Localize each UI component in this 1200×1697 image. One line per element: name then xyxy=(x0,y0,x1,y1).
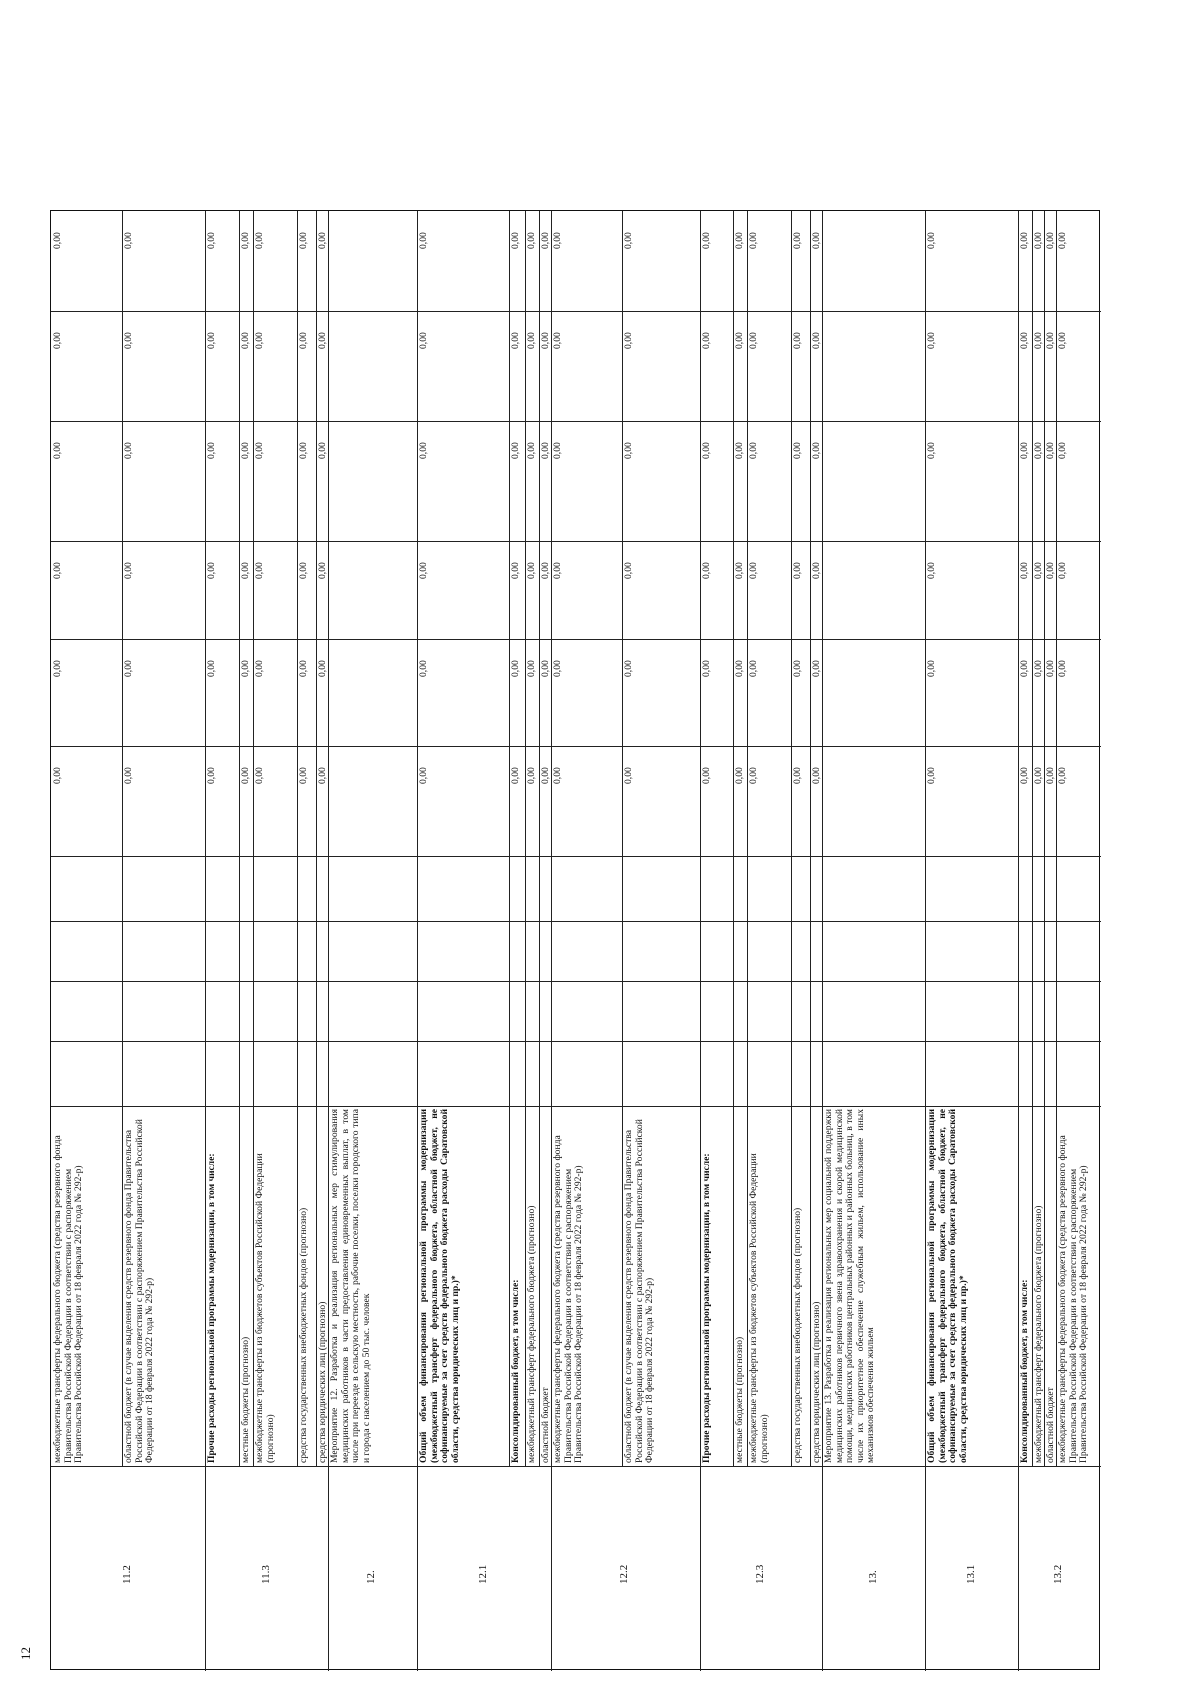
value-cell: 0,00 xyxy=(52,442,63,459)
value-cell: 0,00 xyxy=(239,660,251,677)
grid-line xyxy=(328,1466,329,1671)
value-cell: 0,00 xyxy=(791,562,803,579)
value-cell: 0,00 xyxy=(123,660,135,677)
value-cell: 0,00 xyxy=(733,767,745,784)
value-cell: 0,00 xyxy=(253,660,265,677)
value-cell: 0,00 xyxy=(123,767,135,784)
value-cell: 0,00 xyxy=(700,562,712,579)
value-cell: 0,00 xyxy=(316,442,328,459)
row-description: межбюджетные трансферты федерального бюджета (средства резервного фонда Правительства Российской Федерации в соответствии с распоряжением Правительства Российской Федерации от 18 февраля 2022 года № 292-р) xyxy=(1056,1135,1089,1463)
row-number: 11.2 xyxy=(121,1565,134,1584)
value-cell: 0,00 xyxy=(1044,332,1056,349)
value-cell: 0,00 xyxy=(1056,767,1068,784)
value-cell: 0,00 xyxy=(791,232,803,249)
grid-line xyxy=(822,1466,823,1671)
grid-line xyxy=(51,639,1101,640)
value-cell: 0,00 xyxy=(733,562,745,579)
row-description: межбюджетный трансферт федерального бюджета (прогнозно) xyxy=(525,1205,537,1463)
grid-line xyxy=(51,746,1101,747)
value-cell: 0,00 xyxy=(206,232,218,249)
value-cell: 0,00 xyxy=(1018,767,1030,784)
value-cell: 0,00 xyxy=(1044,660,1056,677)
value-cell: 0,00 xyxy=(791,332,803,349)
row-number: 13.2 xyxy=(1052,1564,1065,1584)
value-cell: 0,00 xyxy=(926,332,938,349)
value-cell: 0,00 xyxy=(417,332,429,349)
value-cell: 0,00 xyxy=(700,660,712,677)
value-cell: 0,00 xyxy=(525,332,537,349)
value-cell: 0,00 xyxy=(540,232,552,249)
value-cell: 0,00 xyxy=(510,332,522,349)
value-cell: 0,00 xyxy=(540,332,552,349)
row-description: средства юридических лиц (прогнозно) xyxy=(810,1301,822,1463)
grid-line xyxy=(1018,1466,1019,1671)
row-description: Прочие расходы региональной программы модернизации, в том числе: xyxy=(206,1153,218,1463)
value-cell: 0,00 xyxy=(297,442,309,459)
value-cell: 0,00 xyxy=(810,232,822,249)
value-cell: 0,00 xyxy=(1033,442,1045,459)
value-cell: 0,00 xyxy=(417,442,429,459)
value-cell: 0,00 xyxy=(316,660,328,677)
value-cell: 0,00 xyxy=(700,332,712,349)
row-description: местные бюджеты (прогнозно) xyxy=(239,1336,251,1463)
value-cell: 0,00 xyxy=(253,767,265,784)
row-description: межбюджетные трансферты федерального бюджета (средства резервного фонда Правительства Российской Федерации в соответствии с распоряжением Правительства Российской Федерации от 18 февраля 2022 года № 292-р) xyxy=(52,1135,84,1463)
value-cell: 0,00 xyxy=(525,562,537,579)
row-number: 13.1 xyxy=(964,1564,977,1584)
value-cell: 0,00 xyxy=(552,660,564,677)
value-cell: 0,00 xyxy=(52,660,63,677)
value-cell: 0,00 xyxy=(297,767,309,784)
value-cell: 0,00 xyxy=(239,442,251,459)
grid-line xyxy=(810,211,811,1466)
value-cell: 0,00 xyxy=(525,232,537,249)
value-cell: 0,00 xyxy=(1044,442,1056,459)
grid-line xyxy=(51,311,1101,312)
value-cell: 0,00 xyxy=(206,332,218,349)
grid-line xyxy=(51,1106,1101,1107)
row-number: 12. xyxy=(365,1570,378,1584)
grid-line xyxy=(51,856,1101,857)
value-cell: 0,00 xyxy=(733,332,745,349)
value-cell: 0,00 xyxy=(552,767,564,784)
value-cell: 0,00 xyxy=(52,232,63,249)
row-description: межбюджетные трансферты федерального бюджета (средства резервного фонда Правительства Российской Федерации в соответствии с распоряжением Правительства Российской Федерации от 18 февраля 2022 года № 292-р) xyxy=(552,1135,585,1463)
grid-line xyxy=(51,921,1101,922)
value-cell: 0,00 xyxy=(1056,562,1068,579)
value-cell: 0,00 xyxy=(52,562,63,579)
row-description: межбюджетный трансферт федерального бюджета (прогнозно) xyxy=(1033,1205,1045,1463)
row-number: 11.3 xyxy=(259,1565,272,1584)
row-description: Общий объем финансирования региональной программы модернизации (межбюджетный трансферт федерального бюджета, областной бюджет, не софинансируемые за счет средств федерального бюджета расходы Саратовской области, средства юридических лиц и пр.)* xyxy=(417,1109,461,1463)
value-cell: 0,00 xyxy=(510,442,522,459)
value-cell: 0,00 xyxy=(700,232,712,249)
grid-line xyxy=(925,1466,926,1671)
value-cell: 0,00 xyxy=(316,232,328,249)
row-description: Консолидированный бюджет, в том числе: xyxy=(1018,1279,1030,1463)
value-cell: 0,00 xyxy=(1018,562,1030,579)
grid-line xyxy=(733,211,734,1466)
value-cell: 0,00 xyxy=(1056,332,1068,349)
value-cell: 0,00 xyxy=(123,232,135,249)
value-cell: 0,00 xyxy=(525,442,537,459)
value-cell: 0,00 xyxy=(206,660,218,677)
value-cell: 0,00 xyxy=(1018,332,1030,349)
row-number: 13. xyxy=(866,1570,879,1584)
row-description: Прочие расходы региональной программы модернизации, в том числе: xyxy=(700,1153,712,1463)
row-description: межбюджетные трансферты из бюджетов субъектов Российской Федерации (прогнозно) xyxy=(253,1153,276,1463)
value-cell: 0,00 xyxy=(791,660,803,677)
grid-line xyxy=(51,1041,1101,1042)
value-cell: 0,00 xyxy=(748,332,760,349)
value-cell: 0,00 xyxy=(316,767,328,784)
value-cell: 0,00 xyxy=(253,562,265,579)
value-cell: 0,00 xyxy=(417,660,429,677)
grid-line xyxy=(205,1466,206,1671)
value-cell: 0,00 xyxy=(810,562,822,579)
value-cell: 0,00 xyxy=(510,660,522,677)
value-cell: 0,00 xyxy=(1033,562,1045,579)
value-cell: 0,00 xyxy=(791,442,803,459)
financing-table xyxy=(50,210,1100,1670)
value-cell: 0,00 xyxy=(297,660,309,677)
row-description: Мероприятие 13. Разработка и реализация региональных мер социальной поддержки медицинских работников первичного звена здравоохранения и скорой медицинской помощи, медицинских работников центральных районных и районных больниц, в том числе их приоритетное обеспечение служебным жильем, использование иных механизмов обеспечения жильем xyxy=(822,1109,876,1463)
row-description: областной бюджет (в случае выделения средств резервного фонда Правительства Российской Федерации в соответствии с распоряжением Правительства Российской Федерации от 18 февраля 2022 года № 292-р) xyxy=(123,1119,156,1463)
value-cell: 0,00 xyxy=(1056,660,1068,677)
value-cell: 0,00 xyxy=(253,232,265,249)
value-cell: 0,00 xyxy=(552,562,564,579)
row-description: местные бюджеты (прогнозно) xyxy=(733,1336,745,1463)
value-cell: 0,00 xyxy=(748,562,760,579)
row-description: Мероприятие 12. Разработка и реализация региональных мер стимулирования медицинских работников в части предоставления единовременных выплат, в том числе при переезде в сельскую местность, рабочие поселки, поселки городского типа и города с населением до 50 тыс. человек xyxy=(328,1109,372,1463)
value-cell: 0,00 xyxy=(297,232,309,249)
value-cell: 0,00 xyxy=(733,232,745,249)
value-cell: 0,00 xyxy=(623,562,635,579)
value-cell: 0,00 xyxy=(540,660,552,677)
row-description: Общий объем финансирования региональной программы модернизации (межбюджетный трансферт федерального бюджета, областной бюджет, не софинансируемые за счет средств федерального бюджета расходы Саратовской области, средства юридических лиц и пр.)* xyxy=(926,1109,969,1463)
row-number: 12.2 xyxy=(618,1564,631,1584)
value-cell: 0,00 xyxy=(52,332,63,349)
value-cell: 0,00 xyxy=(926,562,938,579)
value-cell: 0,00 xyxy=(525,660,537,677)
row-description: средства юридических лиц (прогнозно) xyxy=(316,1301,328,1463)
grid-line xyxy=(551,1466,552,1671)
value-cell: 0,00 xyxy=(623,660,635,677)
row-description: Консолидированный бюджет, в том числе: xyxy=(510,1279,522,1463)
value-cell: 0,00 xyxy=(417,767,429,784)
grid-line xyxy=(51,981,1101,982)
value-cell: 0,00 xyxy=(123,562,135,579)
value-cell: 0,00 xyxy=(1056,232,1068,249)
value-cell: 0,00 xyxy=(1056,442,1068,459)
row-description: областной бюджет xyxy=(1044,1387,1056,1463)
value-cell: 0,00 xyxy=(748,232,760,249)
value-cell: 0,00 xyxy=(253,442,265,459)
grid-line xyxy=(51,1466,1101,1467)
value-cell: 0,00 xyxy=(623,442,635,459)
value-cell: 0,00 xyxy=(1018,442,1030,459)
value-cell: 0,00 xyxy=(206,442,218,459)
value-cell: 0,00 xyxy=(733,660,745,677)
value-cell: 0,00 xyxy=(700,767,712,784)
value-cell: 0,00 xyxy=(525,767,537,784)
value-cell: 0,00 xyxy=(316,562,328,579)
value-cell: 0,00 xyxy=(810,442,822,459)
value-cell: 0,00 xyxy=(623,767,635,784)
value-cell: 0,00 xyxy=(926,232,938,249)
value-cell: 0,00 xyxy=(748,442,760,459)
value-cell: 0,00 xyxy=(316,332,328,349)
value-cell: 0,00 xyxy=(253,332,265,349)
row-description: средства государственных внебюджетных фондов (прогнозно) xyxy=(791,1207,803,1463)
value-cell: 0,00 xyxy=(297,562,309,579)
value-cell: 0,00 xyxy=(123,442,135,459)
value-cell: 0,00 xyxy=(540,562,552,579)
row-description: межбюджетные трансферты из бюджетов субъектов Российской Федерации (прогнозно) xyxy=(748,1153,770,1463)
value-cell: 0,00 xyxy=(239,332,251,349)
value-cell: 0,00 xyxy=(791,767,803,784)
value-cell: 0,00 xyxy=(748,660,760,677)
row-description: средства государственных внебюджетных фондов (прогнозно) xyxy=(297,1207,309,1463)
value-cell: 0,00 xyxy=(206,767,218,784)
value-cell: 0,00 xyxy=(1044,232,1056,249)
value-cell: 0,00 xyxy=(926,442,938,459)
value-cell: 0,00 xyxy=(700,442,712,459)
grid-line xyxy=(239,211,240,1466)
value-cell: 0,00 xyxy=(297,332,309,349)
value-cell: 0,00 xyxy=(1018,660,1030,677)
value-cell: 0,00 xyxy=(810,660,822,677)
value-cell: 0,00 xyxy=(239,232,251,249)
value-cell: 0,00 xyxy=(239,562,251,579)
row-description: областной бюджет (в случае выделения средств резервного фонда Правительства Российской Федерации в соответствии с распоряжением Правительства Российской Федерации от 18 февраля 2022 года № 292-р) xyxy=(623,1119,656,1463)
value-cell: 0,00 xyxy=(417,232,429,249)
value-cell: 0,00 xyxy=(510,767,522,784)
value-cell: 0,00 xyxy=(810,332,822,349)
value-cell: 0,00 xyxy=(540,442,552,459)
value-cell: 0,00 xyxy=(926,660,938,677)
grid-line xyxy=(1044,211,1045,1466)
value-cell: 0,00 xyxy=(540,767,552,784)
value-cell: 0,00 xyxy=(810,767,822,784)
grid-line xyxy=(51,541,1101,542)
grid-line xyxy=(700,1466,701,1671)
value-cell: 0,00 xyxy=(239,767,251,784)
value-cell: 0,00 xyxy=(52,767,63,784)
value-cell: 0,00 xyxy=(510,562,522,579)
grid-line xyxy=(417,1466,418,1671)
value-cell: 0,00 xyxy=(552,442,564,459)
value-cell: 0,00 xyxy=(1033,332,1045,349)
row-description: областной бюджет xyxy=(540,1387,552,1463)
value-cell: 0,00 xyxy=(1033,660,1045,677)
value-cell: 0,00 xyxy=(926,767,938,784)
value-cell: 0,00 xyxy=(1033,232,1045,249)
value-cell: 0,00 xyxy=(417,562,429,579)
grid-line xyxy=(316,211,317,1466)
value-cell: 0,00 xyxy=(748,767,760,784)
value-cell: 0,00 xyxy=(510,232,522,249)
value-cell: 0,00 xyxy=(1044,562,1056,579)
value-cell: 0,00 xyxy=(552,332,564,349)
row-number: 12.1 xyxy=(476,1564,489,1584)
value-cell: 0,00 xyxy=(1044,767,1056,784)
grid-line xyxy=(1018,211,1019,1466)
page-number: 12 xyxy=(18,1647,33,1660)
value-cell: 0,00 xyxy=(1033,767,1045,784)
value-cell: 0,00 xyxy=(733,442,745,459)
value-cell: 0,00 xyxy=(123,332,135,349)
value-cell: 0,00 xyxy=(552,232,564,249)
value-cell: 0,00 xyxy=(1018,232,1030,249)
row-number: 12.3 xyxy=(753,1564,766,1584)
value-cell: 0,00 xyxy=(623,332,635,349)
value-cell: 0,00 xyxy=(623,232,635,249)
value-cell: 0,00 xyxy=(206,562,218,579)
grid-line xyxy=(51,421,1101,422)
